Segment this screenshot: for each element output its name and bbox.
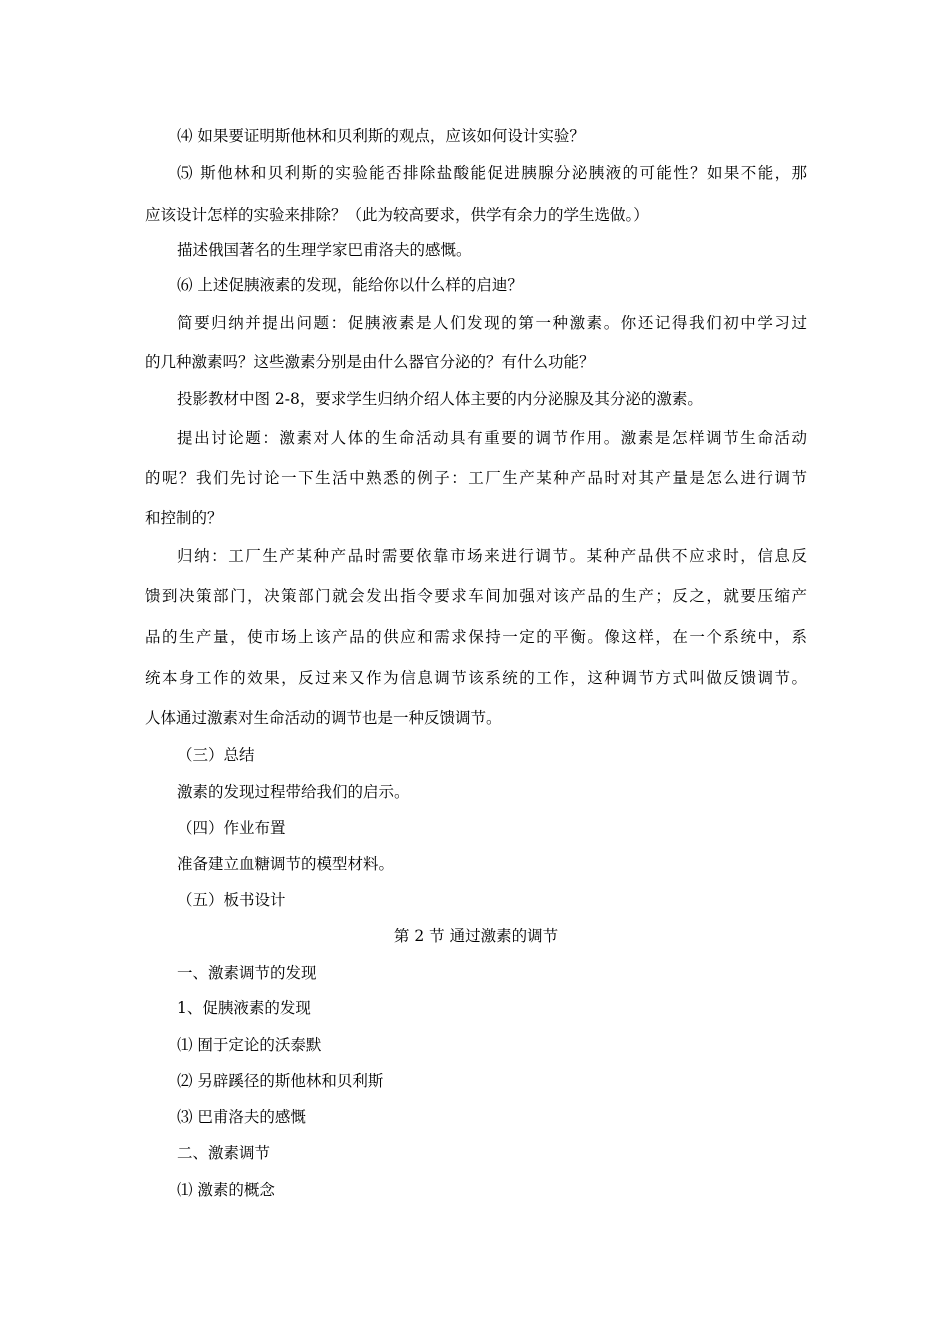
pavlov-description: 描述俄国著名的生理学家巴甫洛夫的感慨。 xyxy=(177,241,472,259)
section-heading-summary: （三）总结 xyxy=(177,746,255,764)
discussion-line-2: 的呢？我们先讨论一下生活中熟悉的例子：工厂生产某种产品时对其产量是怎么进行调节 xyxy=(145,469,807,487)
discussion-line-3: 和控制的？ xyxy=(145,509,223,527)
board-item-2-a: ⑴ 激素的概念 xyxy=(177,1181,275,1199)
summary-line-2: 的几种激素吗？这些激素分别是由什么器官分泌的？有什么功能？ xyxy=(145,353,595,371)
homework-text: 准备建立血糖调节的模型材料。 xyxy=(177,855,395,873)
board-item-1-1-b: ⑵ 另辟蹊径的斯他林和贝利斯 xyxy=(177,1072,384,1090)
question-5-line-1: ⑸ 斯他林和贝利斯的实验能否排除盐酸能促进胰腺分泌胰液的可能性？如果不能，那 xyxy=(177,164,807,182)
board-title: 第 2 节 通过激素的调节 xyxy=(393,927,559,945)
question-4: ⑷ 如果要证明斯他林和贝利斯的观点，应该如何设计实验？ xyxy=(177,127,585,145)
board-item-2: 二、激素调节 xyxy=(177,1144,271,1162)
projection-instruction: 投影教材中图 2-8，要求学生归纳介绍人体主要的内分泌腺及其分泌的激素。 xyxy=(177,390,703,408)
conclusion-line-1: 归纳：工厂生产某种产品时需要依靠市场来进行调节。某种产品供不应求时，信息反 xyxy=(177,547,807,565)
summary-line-1: 简要归纳并提出问题：促胰液素是人们发现的第一种激素。你还记得我们初中学习过 xyxy=(177,314,807,332)
summary-text: 激素的发现过程带给我们的启示。 xyxy=(177,783,410,801)
conclusion-line-5: 人体通过激素对生命活动的调节也是一种反馈调节。 xyxy=(145,709,502,727)
board-item-1: 一、激素调节的发现 xyxy=(177,964,317,982)
conclusion-line-2: 馈到决策部门，决策部门就会发出指令要求车间加强对该产品的生产；反之，就要压缩产 xyxy=(145,587,807,605)
conclusion-line-4: 统本身工作的效果，反过来又作为信息调节该系统的工作，这种调节方式叫做反馈调节。 xyxy=(145,669,807,687)
section-heading-board-design: （五）板书设计 xyxy=(177,891,286,909)
question-6: ⑹ 上述促胰液素的发现，能给你以什么样的启迪？ xyxy=(177,276,523,294)
board-item-1-1-c: ⑶ 巴甫洛夫的感慨 xyxy=(177,1108,306,1126)
conclusion-line-3: 品的生产量，使市场上该产品的供应和需求保持一定的平衡。像这样，在一个系统中，系 xyxy=(145,628,807,646)
board-item-1-1-a: ⑴ 囿于定论的沃泰默 xyxy=(177,1036,322,1054)
board-item-1-1: 1、促胰液素的发现 xyxy=(177,999,311,1017)
discussion-line-1: 提出讨论题：激素对人体的生命活动具有重要的调节作用。激素是怎样调节生命活动 xyxy=(177,429,807,447)
section-heading-homework: （四）作业布置 xyxy=(177,819,286,837)
question-5-line-2: 应该设计怎样的实验来排除？（此为较高要求，供学有余力的学生选做。） xyxy=(145,206,649,224)
